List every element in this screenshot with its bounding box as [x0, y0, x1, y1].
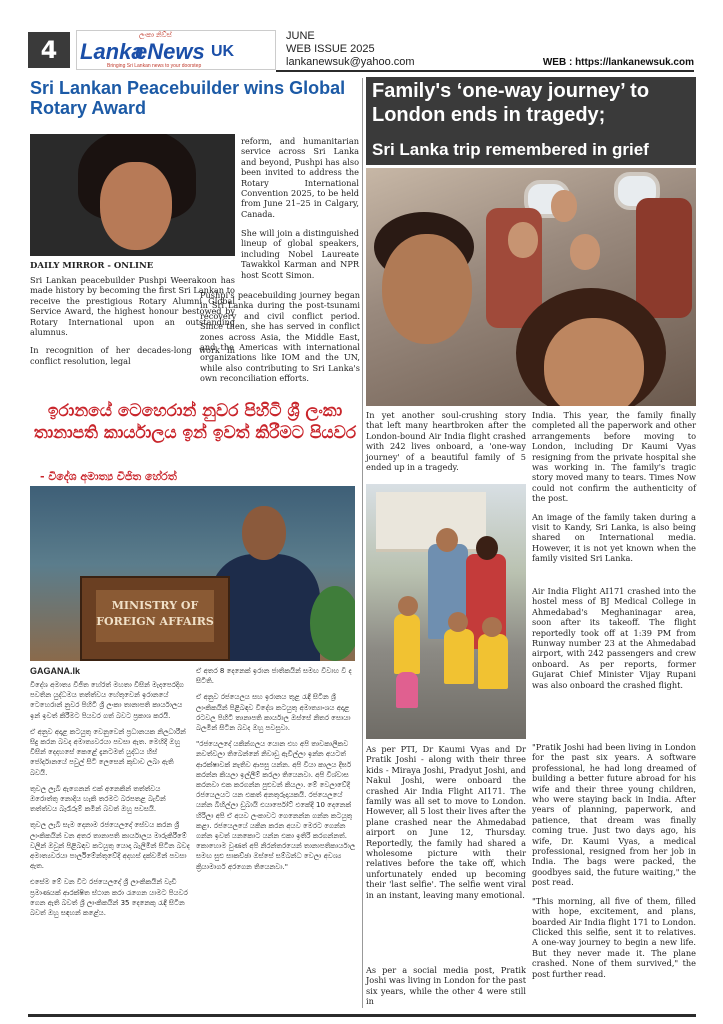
page-number: 4: [28, 32, 70, 68]
story2-col1: [30, 680, 190, 918]
story3-para: "Pratik Joshi had been living in London for the past six years. A software professional, he had long dreamed of building a better future abroad for his wife and their three young children, who were staying back in India. After years of planning, paperwork, and patience, that dream was finally coming true. Just two days ago, his wife, Dr. Kaumi Vyas, a medical professional, resigned from her job in India. The bags were packed, the goodbyes said, the future waiting," the post read.: [532, 742, 696, 888]
story3-col1b: [366, 744, 526, 900]
minister-photo: [30, 486, 355, 661]
story2-col2: [196, 666, 360, 872]
story3-headline: Family's ‘one-way journey’ to London ends in tragedy;: [372, 80, 650, 126]
story1-headline: Sri Lankan Peacebuilder wins Global Rotary Award: [30, 78, 346, 118]
story3-col2b: [532, 586, 696, 690]
story2-para: තුවල ලැබී ඇගෙනන් එක් අනෙකින් තත්ත්වය ඔරොත්තු නොදිය හැකි තරමට බරපතළ බැවින් තත්ත්වය බැරෑරුම් කමින් බවත් ඔහු පවසයි.: [30, 784, 166, 814]
story3-para: India. This year, the family finally completed all the paperwork and other arrangements before moving to London, including Dr Kaumi Vyas resigning from the private hospital she was working in. The family's tragic story moved many to tears. Times Now could not confirm the authenticity of the post.: [532, 410, 696, 504]
story2-headline: ඉරානයේ ටෙහෙරාන් නුවර පිහිටි ශ්‍රී ලංකා තානාපති කාර්යාලය ඉන් ඉවත් කිරීමට පියවර: [33, 401, 357, 443]
story3-para: As per a social media post, Pratik Joshi was living in London for the past six years, while the other 4 were still in: [366, 965, 526, 1007]
footer-rule: [28, 1014, 696, 1017]
story3-col2c: [532, 742, 696, 979]
story2-para: එසේම මේ වන විට රජයෙලදේ ශ්‍රී ලාංකිකයින් වැඩි ප්‍රමාණයක් ආරක්ෂිත ස්ථාන කරා රැගෙන යාමට පියවර ගෙන ඇති බවත් ශ්‍රී ලාංකිකයින් 35 දෙනෙකු රැඳී සිටින බවත් ඔහු සඳහන් කළේය.: [30, 878, 188, 918]
story1-para: reform, and humanitarian service across Sri Lanka and beyond, Pushpi has also been invited to address the Rotary International Convention 2025, to be held from June 21–25 in Calgary, Canada.: [241, 136, 359, 219]
story1-para: Pushpi's peacebuilding journey began in Sri Lanka during the post-tsunami recovery and civil conflict period. Since then, she has served in conflict zones across Asia, the Middle East, and the Americas with international organizations like IOM and the UN, while also contributing to Sri Lanka's own reconciliation efforts.: [200, 290, 360, 384]
story1-byline: DAILY MIRROR - ONLINE: [30, 261, 154, 271]
masthead: [28, 30, 694, 72]
story3-para: In yet another soul-crushing story that left many heartbroken after the London-bound Air India flight crashed with 242 lives onboard, a 'one-way journey' of a beautiful family of 5 ended up in a tragedy.: [366, 410, 526, 473]
podium-plaque: MINISTRY OF FOREIGN AFFAIRS: [96, 590, 214, 642]
story1-col2c: [200, 290, 360, 384]
story2-author: - විදේශ අමාත්‍ය විජිත හේරත්: [40, 470, 177, 483]
logo-sinhala-text: ලංකා නිව්ස්: [139, 32, 172, 39]
story2-para: ඒ අනුව අදාළ කටයුතු වෙනුවෙන් ප්‍රධානයක නිලධාරීන් සිදු කරන බවද අමාත්‍යවරයා පවසා ඇත. මෙහිදී ඔහු විසින් දෙදහසේ කෙළේ දැනටමත් යුද්ධය හිස් ජෝර්දානයේ පවුල් සිටි ලෙසෙන් කුඩාව ලබා ඇති බවයි.: [30, 727, 186, 777]
portrait-photo: [30, 134, 235, 256]
story2-source: GAGANA.lk: [30, 666, 81, 676]
family-photo: [366, 484, 526, 739]
story3-para: An image of the family taken during a visit to Kandy, Sri Lanka, is also being shared on International media. However, it is not yet known when the family visited Sri Lanka.: [532, 511, 696, 564]
logo-uk-text: UK: [211, 43, 235, 60]
website-link[interactable]: WEB : https://lankanewsuk.com: [542, 57, 694, 68]
story2-para: තුවල ලැබී සැම දෙනාම රජයෙලදේ සේවය කරන ශ්‍රී ලාංකිකයින් වන අතර තානාපති කාර්යාලය මාරුකිරීමේ වලින් ඔවුන් පිළිබඳව කටයුතු යොදා බැලිමින් සිටින බවද අමාත්‍යවරයා පාර්ලිමේන්තුවේදී අදහස් දක්වමින් පවසා ඇත.: [30, 821, 190, 871]
issue-name: WEB ISSUE 2025: [286, 43, 375, 55]
story2-para: ඒ අනුව රජයෙලය සහ ඉරානය තුළ රැඳී සිටින ශ්‍රී ලාංකිකයින් පිළිබඳව විදේශ කටයුතු අමාත්‍යාංශය අදාළ රටවල පිහිටි තානාපති කාර්යාල ඔස්සේ නිතර සොයා බලමින් සිටින බවද ඔහු පවසුවා.: [196, 693, 351, 733]
story1-para: Sri Lankan peacebuilder Pushpi Weerakoon has made history by becoming the first Sri Lankan to receive the prestigious Rotary Alumni Global Service Award, the highest honour bestowed by Rotary International upon an outstanding alumnus.: [30, 275, 235, 338]
story2-para: විදේශ අමාත්‍ය විජිත හේරත් මහතා විසින් මැදපෙරදිග පවතින යුද්ධමය තත්ත්වය හේතුවෙන් ඉරානයේ ටෙහෙරාන් නුවර පිහිටි ශ්‍රී ලංකා තානාපති කාර්යාලය ඉන් ඉවත් කිරීමට පියවර ගත් බවට ප්‍රකාශ කරයි.: [30, 681, 184, 720]
selfie-photo: [366, 168, 696, 406]
story2-para: "රජයෙලදේ යකින්ගලය යොන එහ අපි තාවකාලිකව නවත්වලා තිබෙන්නේ නිවාඩු ඇවිල්ලා ඉන්න අයටත් ආරක්ෂාවක් නැතිව ආපසු යන්න. අපි වියා කාලය දීර්ඝ කරන්න කියලා ඉල්ලීම් කරලා තියෙනවා. අපි විශ්වාස කරනවා එක කරගන්න පුළුවන් කියලා. මේ වෙලාවේදී රජයෙලයට යන එකත් අනතුරුදායකයි. රජයෙලයේ යන්න බිහිල්ලා ඩුබායි එයාර්පෝට් එකේදී 10 දෙනෙක් හිරිලා අපි ඒ අයව ලංකාවට ගෙනෙන්න ගන්න කටයුතු කළා. රජයෙලයේ යකින කරන අයව මෙරට ගෙන්න ගන්න ඉවත් යනකොට යන්න එකා ඉතිරි කරගන්නත්. කොහොම වුණත් අපි නිරන්තරයෙන් තානාපතිකාර්යාල සමඟ සුළු සාකච්ඡා ඔස්සේ සම්බන්ධ වෙලා අවශ්‍ය ක්‍රියාමාර්ග අරගෙන තියෙනවා.": [196, 740, 356, 871]
logo-tagline: Bringing Sri Lankan news to your doorstep: [107, 63, 202, 69]
story3-para: Air India Flight AI171 crashed into the hostel mess of BJ Medical College in Ahmedabad's Meghaninagar area, soon after its takeoff. The flight reportedly took off at 1:39 PM from Runway number 23 at the Ahmedabad airport, with 242 passengers and crew onboard. As per reports, former Gujarat Chief Minister Vijay Rupani was also onboard the crashed flight.: [532, 586, 696, 690]
story3-para: As per PTI, Dr Kaumi Vyas and Dr Pratik Joshi - along with their three kids - Miraya Joshi, Pradyut Joshi, and Nakul Joshi, were onboard the crashed Air India Flight AI171. The family was all set to move to London. However, all 5 lost their lives after the plane crashed near the Ahmedabad airport on June 12, Thursday. Reportedly, the family had shared a wholesome picture with their relatives before the take off, which unfortunately ended up becoming their 'last selfie'. The selfie went viral in an instant, leaving many emotional.: [366, 744, 526, 900]
story3-subheadline: Sri Lanka trip remembered in grief: [372, 140, 649, 159]
issue-month: JUNE: [286, 30, 315, 42]
logo[interactable]: [76, 30, 276, 70]
story3-para: "This morning, all five of them, filled with hope, excitement, and plans, boarded Air India flight 171 to London. Clicked this selfie, sent it to relatives. A one-way journey to begin a new life. But they never made it. The plane crashed. None of them survived," the post further read.: [532, 895, 696, 979]
story1-para: In recognition of her decades-long work in conflict resolution, legal: [30, 345, 235, 366]
story3-col2a: [532, 410, 696, 564]
logo-lanka-text: Lanka: [80, 39, 144, 64]
logo-news-text: eNews: [135, 39, 205, 64]
story1-para: She will join a distinguished lineup of global speakers, including Nobel Laureate Tawakkol Karman and NPR host Scott Simon.: [241, 228, 359, 280]
story1-col2b: [241, 228, 359, 280]
column-divider: [362, 78, 363, 1008]
issue-info: [286, 30, 415, 69]
story3-col1c: [366, 965, 526, 1007]
contact-email[interactable]: lankanewsuk@yahoo.com: [286, 56, 415, 68]
story1-col2a: [241, 136, 359, 219]
story3-col1: [366, 410, 526, 472]
header-rule: [276, 70, 694, 72]
story2-para: ඒ අතර 8 දෙනෙක් ඉරාන ජාතිකයින් සමඟ විවාහ වී ද සිටිති.: [196, 667, 352, 686]
